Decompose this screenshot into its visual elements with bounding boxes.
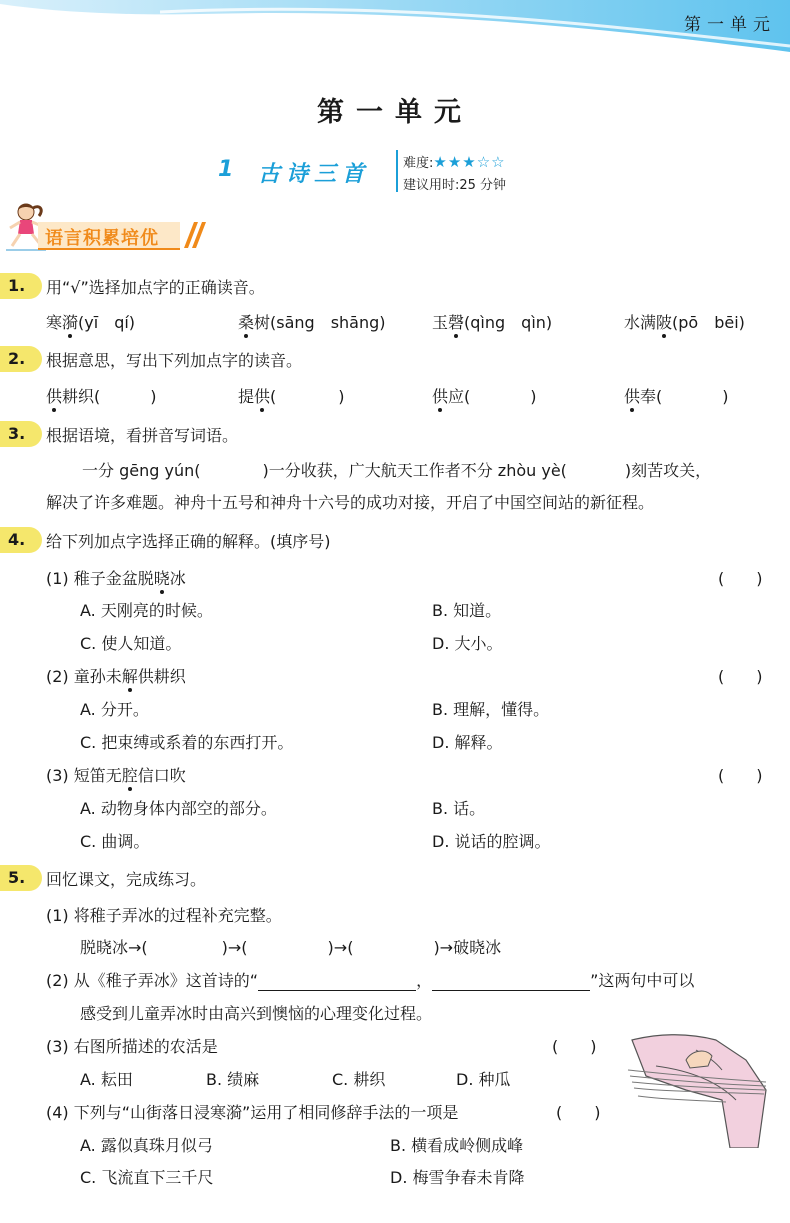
q4-sub-1-answer[interactable]: ( ): [718, 569, 763, 588]
question-1-text: 用“√”选择加点字的正确读音。: [46, 278, 265, 297]
question-3-text: 根据语境，看拼音写词语。: [46, 426, 239, 445]
q5-sub-3-answer[interactable]: ( ): [552, 1037, 597, 1056]
q5-4-option-a: A. 露似真珠月似弓: [80, 1136, 213, 1155]
q1-item-4[interactable]: 水满陂(pō bēi): [624, 313, 745, 332]
lesson-name: 古诗三首: [258, 162, 371, 187]
q2-item-1[interactable]: 供耕织( ): [46, 387, 157, 406]
q4-3-option-b: B. 话。: [432, 799, 486, 818]
q4-2-option-b: B. 理解，懂得。: [432, 700, 550, 719]
difficulty: [403, 152, 506, 171]
question-2-text: 根据意思，写出下列加点字的读音。: [46, 351, 303, 370]
q5-3-option-d: D. 种瓜: [456, 1070, 511, 1089]
q1-item-2[interactable]: 桑树(sāng shāng): [238, 313, 386, 332]
section-label: 语言积累培优: [45, 228, 159, 249]
q4-2-option-a: A. 分开。: [80, 700, 149, 719]
unit-tag: 第一单元: [684, 15, 776, 35]
question-number-2: 2.: [0, 346, 42, 372]
q4-3-option-c: C. 曲调。: [80, 832, 150, 851]
q4-2-option-d: D. 解释。: [432, 733, 503, 752]
q1-item-1[interactable]: 寒漪(yī qí): [46, 313, 136, 332]
q4-1-option-b: B. 知道。: [432, 601, 502, 620]
q5-3-option-c: C. 耕织: [332, 1070, 386, 1089]
q3-paragraph-line-1[interactable]: 一分 gēng yún( )一分收获，广大航天工作者不分 zhòu yè( )刻苦攻关，: [82, 461, 712, 480]
question-5-text: 回忆课文，完成练习。: [46, 870, 207, 889]
difficulty-stars: ★★★☆☆: [433, 153, 506, 171]
lesson-number: 1: [218, 157, 234, 182]
q5-sub-2[interactable]: (2) 从《稚子弄冰》这首诗的“ ， ”这两句中可以: [46, 971, 695, 990]
q4-1-option-d: D. 大小。: [432, 634, 503, 653]
q4-1-option-c: C. 使人知道。: [80, 634, 182, 653]
question-number-1: 1.: [0, 273, 42, 299]
q4-3-option-a: A. 动物身体内部空的部分。: [80, 799, 277, 818]
page-title: 第一单元: [317, 97, 473, 128]
suggested-time: 建议用时:25 分钟: [403, 178, 507, 193]
q4-sub-2-answer[interactable]: ( ): [718, 667, 763, 686]
q5-3-option-b: B. 绩麻: [206, 1070, 260, 1089]
q2-item-4[interactable]: 供奉( ): [624, 387, 729, 406]
q4-2-option-c: C. 把束缚或系着的东西打开。: [80, 733, 294, 752]
q5-sub-3: (3) 右图所描述的农活是: [46, 1037, 218, 1056]
q4-1-option-a: A. 天刚亮的时候。: [80, 601, 213, 620]
q5-sub-1-sequence[interactable]: 脱晓冰→( )→( )→( )→破晓冰: [80, 938, 502, 957]
q5-sub-2-line-2: 感受到儿童弄冰时由高兴到懊恼的心理变化过程。: [80, 1004, 433, 1023]
q4-sub-3: (3) 短笛无腔信口吹: [46, 766, 186, 785]
title-divider: [396, 150, 398, 192]
q2-item-3[interactable]: 供应( ): [432, 387, 537, 406]
question-4-text: 给下列加点字选择正确的解释。(填序号): [46, 532, 331, 551]
q1-item-3[interactable]: 玉磬(qìng qìn): [432, 313, 553, 332]
header-banner: [0, 0, 790, 60]
q4-sub-2: (2) 童孙未解供耕织: [46, 667, 186, 686]
q5-4-option-d: D. 梅雪争春未肯降: [390, 1168, 525, 1187]
q5-sub-4-answer[interactable]: ( ): [556, 1103, 601, 1122]
question-number-3: 3.: [0, 421, 42, 447]
q5-sub-4: (4) 下列与“山街落日浸寒漪”运用了相同修辞手法的一项是: [46, 1103, 459, 1122]
question-number-4: 4.: [0, 527, 42, 553]
q4-sub-1: (1) 稚子金盆脱晓冰: [46, 569, 186, 588]
q4-sub-3-answer[interactable]: ( ): [718, 766, 763, 785]
question-number-5: 5.: [0, 865, 42, 891]
q5-4-option-b: B. 横看成岭侧成峰: [390, 1136, 524, 1155]
q5-3-option-a: A. 耘田: [80, 1070, 133, 1089]
q5-sub-1: (1) 将稚子弄冰的过程补充完整。: [46, 906, 282, 925]
q5-4-option-c: C. 飞流直下三千尺: [80, 1168, 214, 1187]
q3-paragraph-line-2: 解决了许多难题。神舟十五号和神舟十六号的成功对接，开启了中国空间站的新征程。: [46, 493, 655, 512]
q4-3-option-d: D. 说话的腔调。: [432, 832, 551, 851]
q2-item-2[interactable]: 提供( ): [238, 387, 345, 406]
difficulty-label: 难度:: [403, 156, 434, 171]
hemp-spinning-illustration: [626, 1030, 772, 1148]
